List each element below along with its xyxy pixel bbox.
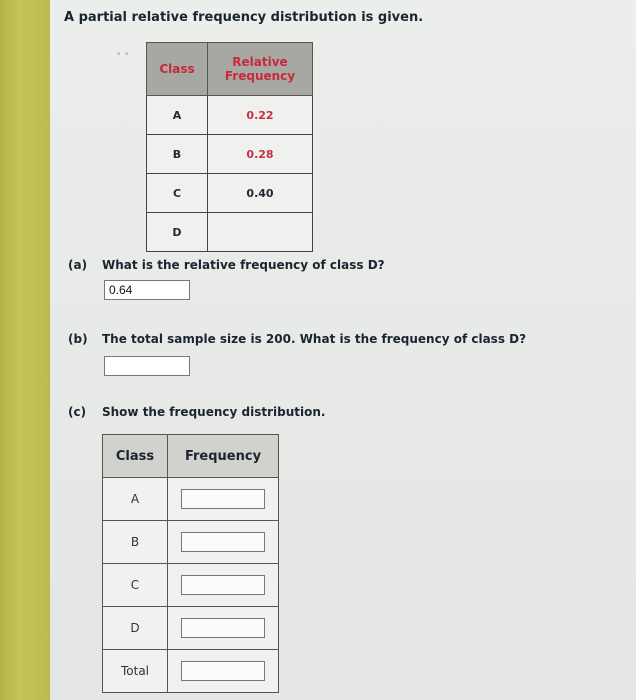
part-b-letter: (b) [68,332,88,346]
given-relative-frequency-header [208,43,313,96]
relative-header-line1: Relative [232,55,288,69]
part-b-answer-input[interactable] [104,356,190,376]
freq-table-row [103,521,279,564]
left-sidebar-rail [0,0,50,700]
given-class-cell: A [147,96,208,135]
part-c-letter: (c) [68,405,87,419]
part-a-prompt [68,258,385,272]
freq-input-cell [168,478,279,521]
freq-input-cell [168,650,279,693]
given-table-row [147,96,313,135]
frequency-distribution-table [102,434,279,693]
frequency-input-total[interactable] [181,661,265,681]
given-value-cell [208,213,313,252]
frequency-input-a[interactable] [181,489,265,509]
freq-class-cell: Total [103,650,168,693]
freq-input-cell [168,607,279,650]
frequency-input-d[interactable] [181,618,265,638]
given-table-row [147,174,313,213]
part-c-text: Show the frequency distribution. [102,405,326,419]
given-table-row [147,135,313,174]
given-class-cell: D [147,213,208,252]
freq-table-row [103,564,279,607]
part-a-letter: (a) [68,258,88,272]
given-table-row [147,213,313,252]
relative-header-line2: Frequency [224,69,296,83]
freq-table-row [103,650,279,693]
part-b-text: The total sample size is 200. What is the frequency of class D? [102,332,527,346]
freq-input-cell [168,521,279,564]
freq-table-row [103,478,279,521]
given-class-header-label: Class [159,62,195,76]
given-value-cell: 0.28 [208,135,313,174]
frequency-input-b[interactable] [181,532,265,552]
given-distribution-table [146,42,313,252]
given-class-cell: C [147,174,208,213]
given-class-header [147,43,208,96]
freq-frequency-header: Frequency [168,435,279,478]
given-value-cell: 0.22 [208,96,313,135]
part-c-prompt [68,405,325,419]
given-value-cell: 0.40 [208,174,313,213]
question-title: A partial relative frequency distribution is given. [64,10,424,25]
question-panel [50,0,636,700]
decorative-dots-icon: • • [116,50,130,60]
freq-class-cell: D [103,607,168,650]
frequency-input-c[interactable] [181,575,265,595]
freq-class-cell: C [103,564,168,607]
freq-class-header: Class [103,435,168,478]
freq-class-cell: B [103,521,168,564]
given-table-header-row [147,43,313,96]
part-a-answer-input[interactable] [104,280,190,300]
freq-class-cell: A [103,478,168,521]
part-b-prompt [68,332,526,346]
freq-table-row [103,607,279,650]
part-a-text: What is the relative frequency of class D? [102,258,385,272]
freq-table-header-row [103,435,279,478]
freq-input-cell [168,564,279,607]
given-class-cell: B [147,135,208,174]
